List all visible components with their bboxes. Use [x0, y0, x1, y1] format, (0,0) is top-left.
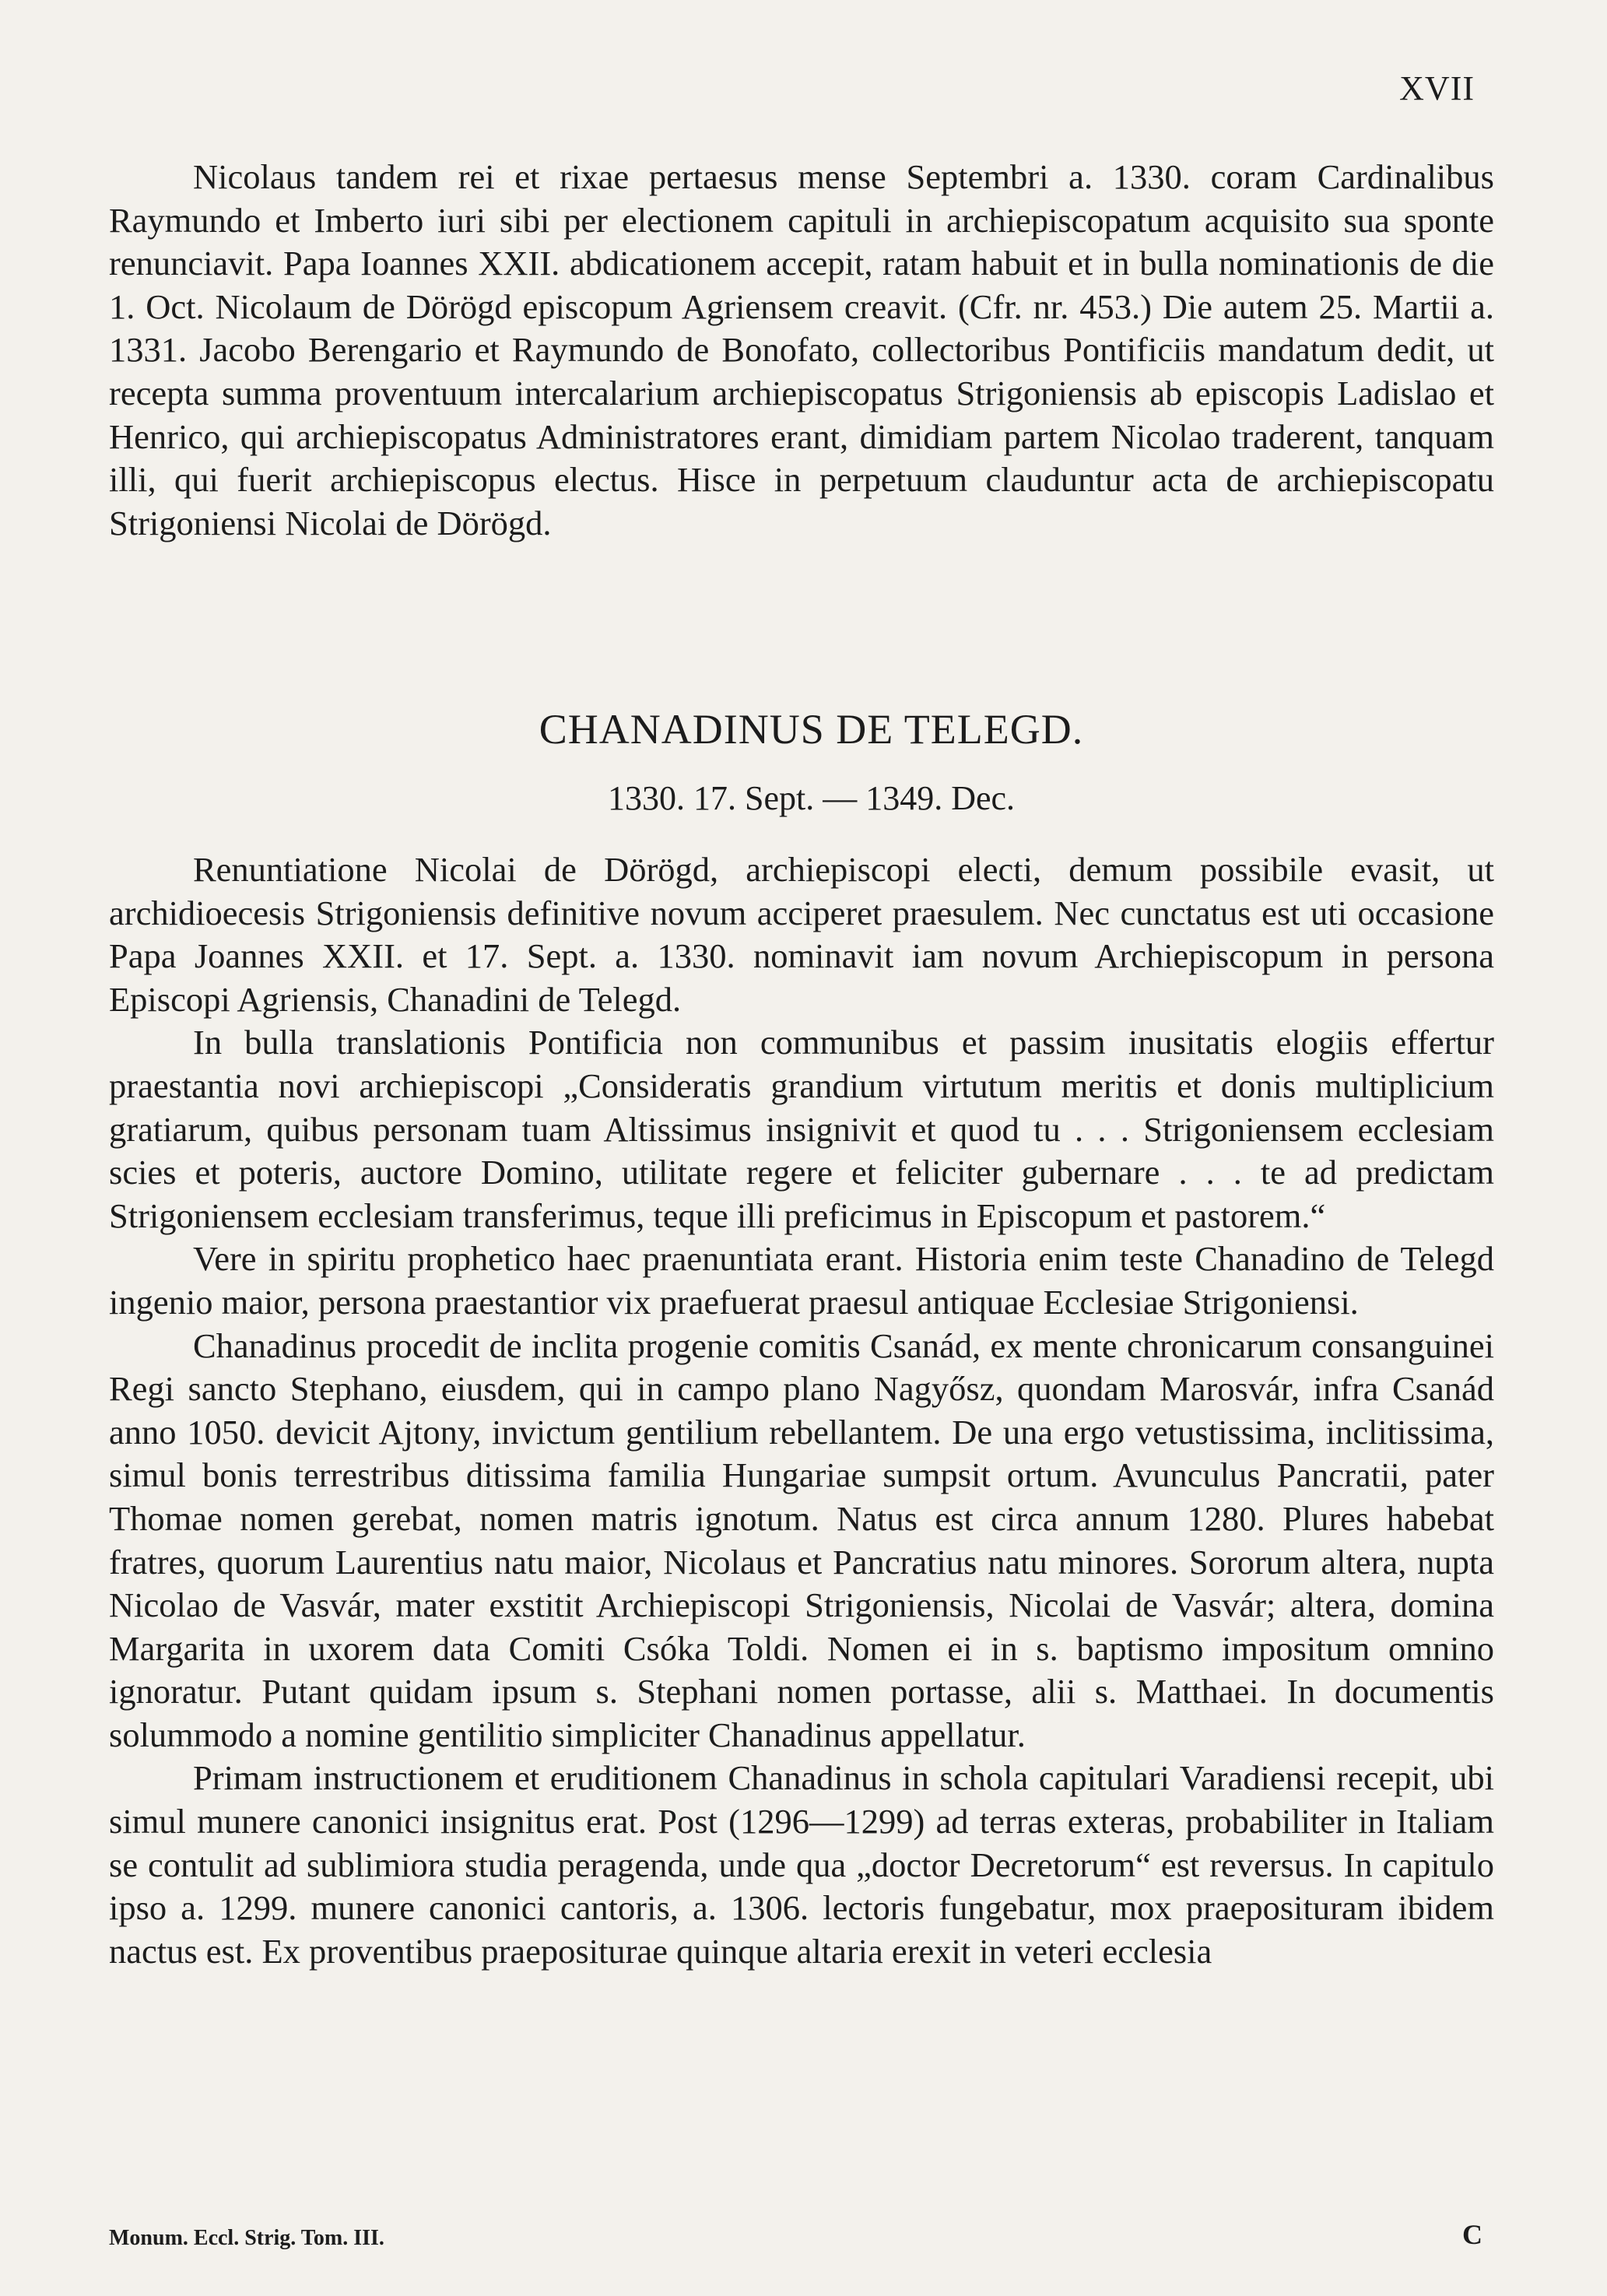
paragraph: In bulla translationis Pontificia non communibus et passim inusitatis elogiis effertur praestantia novi archiepiscopi „Consideratis grandium virtutum meritis et donis multiplicium gratiarum, quibus personam tuam Altissimus insignivit et quod tu . . . Strigoniensem ecclesiam scies et poteris, auctore Domino, utilitate regere et feliciter gubernare . . . te ad predictam Strigoniensem ecclesiam transferimus, teque illi preficimus in Episcopum et pastorem.“ — [109, 1023, 1494, 1235]
page-number: XVII — [1399, 69, 1475, 107]
section-dates — [0, 778, 1607, 818]
paragraph: Renuntiatione Nicolai de Dörögd, archiepiscopi electi, demum possibile evasit, ut archidioecesis Strigoniensis definitive novum acciperet praesulem. Nec cunctatus est uti occasione Papa Joannes XXII. et 17. Sept. a. 1330. nominavit iam novum Archiepiscopum in persona Episcopi Agriensis, Chanadini de Telegd. — [109, 850, 1494, 1019]
body-text — [109, 848, 1494, 1973]
paragraph: Vere in spiritu prophetico haec praenuntiata erant. Historia enim teste Chanadino de Telegd ingenio maior, persona praestantior vix praefuerat praesul antiquae Ecclesiae Strigoniensi. — [109, 1239, 1494, 1322]
section-dates-text: 1330. 17. Sept. — 1349. Dec. — [607, 779, 1016, 817]
section-title-text: CHANADINUS DE TELEGD. — [539, 706, 1084, 753]
intro-text — [109, 156, 1494, 545]
intro-paragraph: Nicolaus tandem rei et rixae pertaesus mense Septembri a. 1330. coram Cardinalibus Raymundo et Imberto iuri sibi per electionem capituli in archiepiscopatum acquisito sua sponte renunciavit. Papa Ioannes XXII. abdicationem accepit, ratam habuit et in bulla nominationis de die 1. Oct. Nicolaum de Dörögd episcopum Agriensem creavit. (Cfr. nr. 453.) Die autem 25. Martii a. 1331. Jacobo Berengario et Raymundo de Bonofato, collectoribus Pontificiis mandatum dedit, ut recepta summa proventuum intercalarium archiepiscopatus Strigoniensis ab episcopis Ladislao et Henrico, qui archiepiscopatus Administratores erant, dimidiam partem Nicolao traderent, tanquam illi, qui fuerit archiepiscopus electus. Hisce in perpetuum clauduntur acta de archiepiscopatu Strigoniensi Nicolai de Dörögd. — [109, 157, 1494, 542]
paragraph: Primam instructionem et eruditionem Chanadinus in schola capitulari Varadiensi recepit, ubi simul munere canonici insignitus erat. Post (1296—1299) ad terras exteras, probabiliter in Italiam se contulit ad sublimiora studia peragenda, unde qua „doctor Decretorum“ est reversus. In capitulo ipso a. 1299. munere canonici cantoris, a. 1306. lectoris fungebatur, mox praeposituram ibidem nactus est. Ex proventibus praepositurae quinque altaria erexit in veteri ecclesia — [109, 1758, 1494, 1971]
section-title — [0, 705, 1607, 753]
footer-gathering-mark: C — [1462, 2219, 1482, 2250]
paragraph: Chanadinus procedit de inclita progenie comitis Csanád, ex mente chronicarum consanguinei Regi sancto Stephano, eiusdem, qui in campo plano Nagyősz, quondam Marosvár, infra Csanád anno 1050. devicit Ajtony, invictum gentilium rebellantem. De una ergo vetustissima, inclitissima, simul bonis terrestribus ditissima familia Hungariae sumpsit ortum. Avunculus Pancratii, pater Thomae nomen gerebat, nomen matris ignotum. Natus est circa annum 1280. Plures habebat fratres, quorum Laurentius natu maior, Nicolaus et Pancratius natu minores. Sororum altera, nupta Nicolao de Vasvár, mater exstitit Archiepiscopi Strigoniensis, Nicolai de Vasvár; altera, domina Margarita in uxorem data Comiti Csóka Toldi. Nomen ei in s. baptismo impositum omnino ignoratur. Putant quidam ipsum s. Stephani nomen portasse, alii s. Matthaei. In documentis solummodo a nomine gentilitio simpliciter Chanadinus appellatur. — [109, 1325, 1494, 1754]
footer-signature: Monum. Eccl. Strig. Tom. III. — [109, 2226, 384, 2250]
